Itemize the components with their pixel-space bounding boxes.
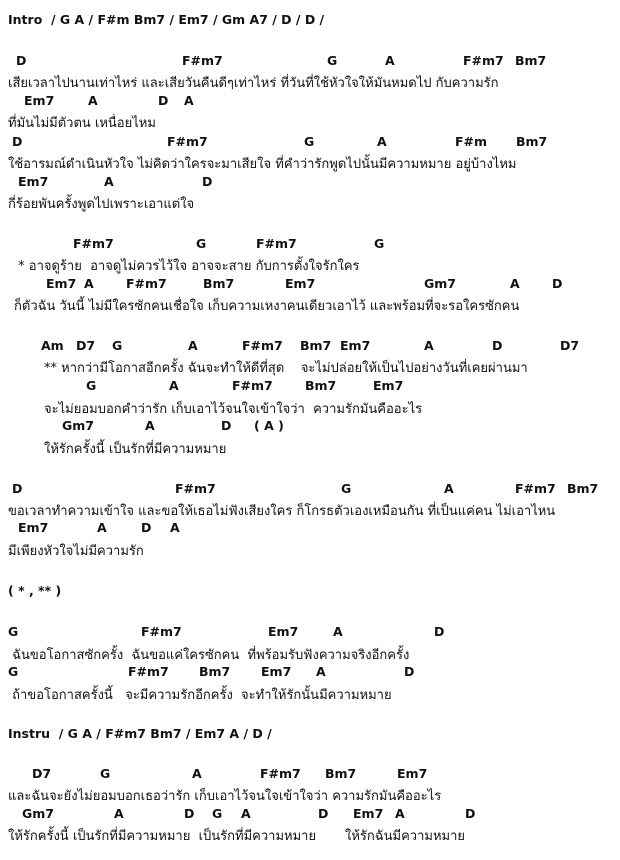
chord: Em7 bbox=[261, 664, 292, 679]
chord: G bbox=[374, 236, 385, 251]
intro-line: Intro / G A / F#m Bm7 / Em7 / Gm A7 / D / D / bbox=[8, 12, 325, 27]
chord: D bbox=[16, 53, 27, 68]
chord: A bbox=[104, 174, 114, 189]
chord: F#m7 bbox=[167, 134, 208, 149]
chord: Gm7 bbox=[424, 276, 456, 291]
chord: G bbox=[196, 236, 207, 251]
chord: D bbox=[184, 806, 195, 821]
chord: D bbox=[12, 134, 23, 149]
chord: A bbox=[377, 134, 387, 149]
chord: G bbox=[304, 134, 315, 149]
chord: D7 bbox=[76, 338, 96, 353]
chord: F#m7 bbox=[256, 236, 297, 251]
verse2-lyric-2: มีเพียงหัวใจไม่มีความรัก bbox=[8, 544, 144, 559]
chord: F#m7 bbox=[128, 664, 169, 679]
bridge-lyric-2: ถ้าขอโอกาสครั้งนี้ จะมีความรักอีกครั้ง จะทำให้รักนั้นมีความหมาย bbox=[8, 688, 392, 703]
chord: Em7 bbox=[46, 276, 77, 291]
chord: F#m7 bbox=[175, 481, 216, 496]
chorus1-lyric-2: ก็ตัวฉัน วันนี้ ไม่มีใครซักคนเชื่อใจ เก็บความเหงาคนเดียวเอาไว้ และพร้อมที่จะรอใครซักคน bbox=[14, 299, 520, 314]
chord: A bbox=[510, 276, 520, 291]
chord: A bbox=[188, 338, 198, 353]
chord: Bm7 bbox=[567, 481, 599, 496]
chord: Em7 bbox=[373, 378, 404, 393]
chord: D bbox=[318, 806, 329, 821]
chord: A bbox=[395, 806, 405, 821]
chord: D bbox=[141, 520, 152, 535]
outro-lyric-2: ให้รักครั้งนี้ เป็นรักที่มีความหมาย เป็นรักที่มีความหมาย ให้รักฉันมีความหมาย bbox=[8, 829, 465, 844]
chord: F#m7 bbox=[260, 766, 301, 781]
chord: F#m7 bbox=[182, 53, 223, 68]
chord: D7 bbox=[32, 766, 52, 781]
chord: A bbox=[169, 378, 179, 393]
chord: A bbox=[333, 624, 343, 639]
chord: F#m7 bbox=[126, 276, 167, 291]
chord: G bbox=[86, 378, 97, 393]
chord: Bm7 bbox=[300, 338, 332, 353]
chord: Em7 bbox=[397, 766, 428, 781]
chord: Em7 bbox=[268, 624, 299, 639]
chord: Em7 bbox=[353, 806, 384, 821]
chord: Em7 bbox=[18, 174, 49, 189]
chorus1-lyric-1: * อาจดูร้าย อาจดูไม่ควรไว้ใจ อาจจะสาย กับการตั้งใจรักใคร bbox=[14, 259, 360, 274]
chord: Gm7 bbox=[62, 418, 94, 433]
chord: F#m7 bbox=[463, 53, 504, 68]
chord: G bbox=[112, 338, 123, 353]
chord: Bm7 bbox=[203, 276, 235, 291]
chord: A bbox=[316, 664, 326, 679]
chord: G bbox=[327, 53, 338, 68]
chord: D bbox=[202, 174, 213, 189]
chord: Em7 bbox=[340, 338, 371, 353]
chorus2-lyric-3: ให้รักครั้งนี้ เป็นรักที่มีความหมาย bbox=[44, 442, 227, 457]
chord: D bbox=[158, 93, 169, 108]
chord: A bbox=[170, 520, 180, 535]
chorus2-lyric-1: ** หากว่ามีโอกาสอีกครั้ง ฉันจะทำให้ดีที่สุด จะไม่ปล่อยให้เป็นไปอย่างวันที่เคยผ่านมา bbox=[44, 361, 528, 376]
chord: A bbox=[97, 520, 107, 535]
chord: F#m7 bbox=[515, 481, 556, 496]
chord: D bbox=[221, 418, 232, 433]
chord: G bbox=[212, 806, 223, 821]
chord: Bm7 bbox=[325, 766, 357, 781]
chord: Bm7 bbox=[515, 53, 547, 68]
chord: D bbox=[492, 338, 503, 353]
bridge-lyric-1: ฉันขอโอกาสซักครั้ง ฉันขอแค่ใครซักคน ที่พร้อมรับฟังความจริงอีกครั้ง bbox=[8, 648, 410, 663]
chord: D bbox=[465, 806, 476, 821]
chord: G bbox=[341, 481, 352, 496]
chord: A bbox=[385, 53, 395, 68]
chord: Em7 bbox=[24, 93, 55, 108]
chord: A bbox=[424, 338, 434, 353]
verse1-lyric-3: ใช้อารมณ์ดำเนินหัวใจ ไม่คิดว่าใครจะมาเสียใจ ที่คำว่ารักพูดไปนั้นมีความหมาย อยู่บ้างไหม bbox=[8, 157, 517, 172]
chord: ( A ) bbox=[254, 418, 284, 433]
verse2-lyric-1: ขอเวลาทำความเข้าใจ และขอให้เธอไม่ฟังเสียงใคร ก็โกรธตัวเองเหมือนกัน ที่เป็นแค่คน ไม่เอาไหน bbox=[8, 504, 556, 519]
chord: D bbox=[12, 481, 23, 496]
chord: Em7 bbox=[18, 520, 49, 535]
chord: Bm7 bbox=[516, 134, 548, 149]
chord: Bm7 bbox=[305, 378, 337, 393]
chord: F#m7 bbox=[232, 378, 273, 393]
chord: A bbox=[145, 418, 155, 433]
outro-lyric-1: และฉันจะยังไม่ยอมบอกเธอว่ารัก เก็บเอาไว้จนใจเข้าใจว่า ความรักมันคืออะไร bbox=[8, 789, 442, 804]
repeat-marker: ( * , ** ) bbox=[8, 583, 62, 598]
chord: A bbox=[84, 276, 94, 291]
verse1-lyric-1: เสียเวลาไปนานเท่าไหร่ และเสียวันคืนดีๆเท่าไหร่ ที่วันที่ใช้หัวใจให้มันหมดไป กับความรัก bbox=[8, 76, 499, 91]
chord: D7 bbox=[560, 338, 580, 353]
chord: Am bbox=[41, 338, 64, 353]
chord: A bbox=[192, 766, 202, 781]
chord: Em7 bbox=[285, 276, 316, 291]
verse1-lyric-4: กี่ร้อยพันครั้งพูดไปเพราะเอาแต่ใจ bbox=[8, 197, 195, 212]
chord: Bm7 bbox=[199, 664, 231, 679]
chord: F#m bbox=[455, 134, 488, 149]
chord: D bbox=[434, 624, 445, 639]
chord: A bbox=[241, 806, 251, 821]
chord: G bbox=[100, 766, 111, 781]
chord: F#m7 bbox=[242, 338, 283, 353]
chorus2-lyric-2: จะไม่ยอมบอกคำว่ารัก เก็บเอาไว้จนใจเข้าใจว่า ความรักมันคืออะไร bbox=[44, 402, 423, 417]
chord: G bbox=[8, 664, 19, 679]
chord: D bbox=[404, 664, 415, 679]
chord: A bbox=[184, 93, 194, 108]
chord: F#m7 bbox=[73, 236, 114, 251]
chord: Gm7 bbox=[22, 806, 54, 821]
chord: A bbox=[88, 93, 98, 108]
chord: A bbox=[444, 481, 454, 496]
chord: D bbox=[552, 276, 563, 291]
chord: A bbox=[114, 806, 124, 821]
chord: F#m7 bbox=[141, 624, 182, 639]
verse1-lyric-2: ที่มันไม่มีตัวตน เหนื่อยไหม bbox=[8, 116, 156, 131]
chord: G bbox=[8, 624, 19, 639]
instru-line: Instru / G A / F#m7 Bm7 / Em7 A / D / bbox=[8, 726, 272, 741]
